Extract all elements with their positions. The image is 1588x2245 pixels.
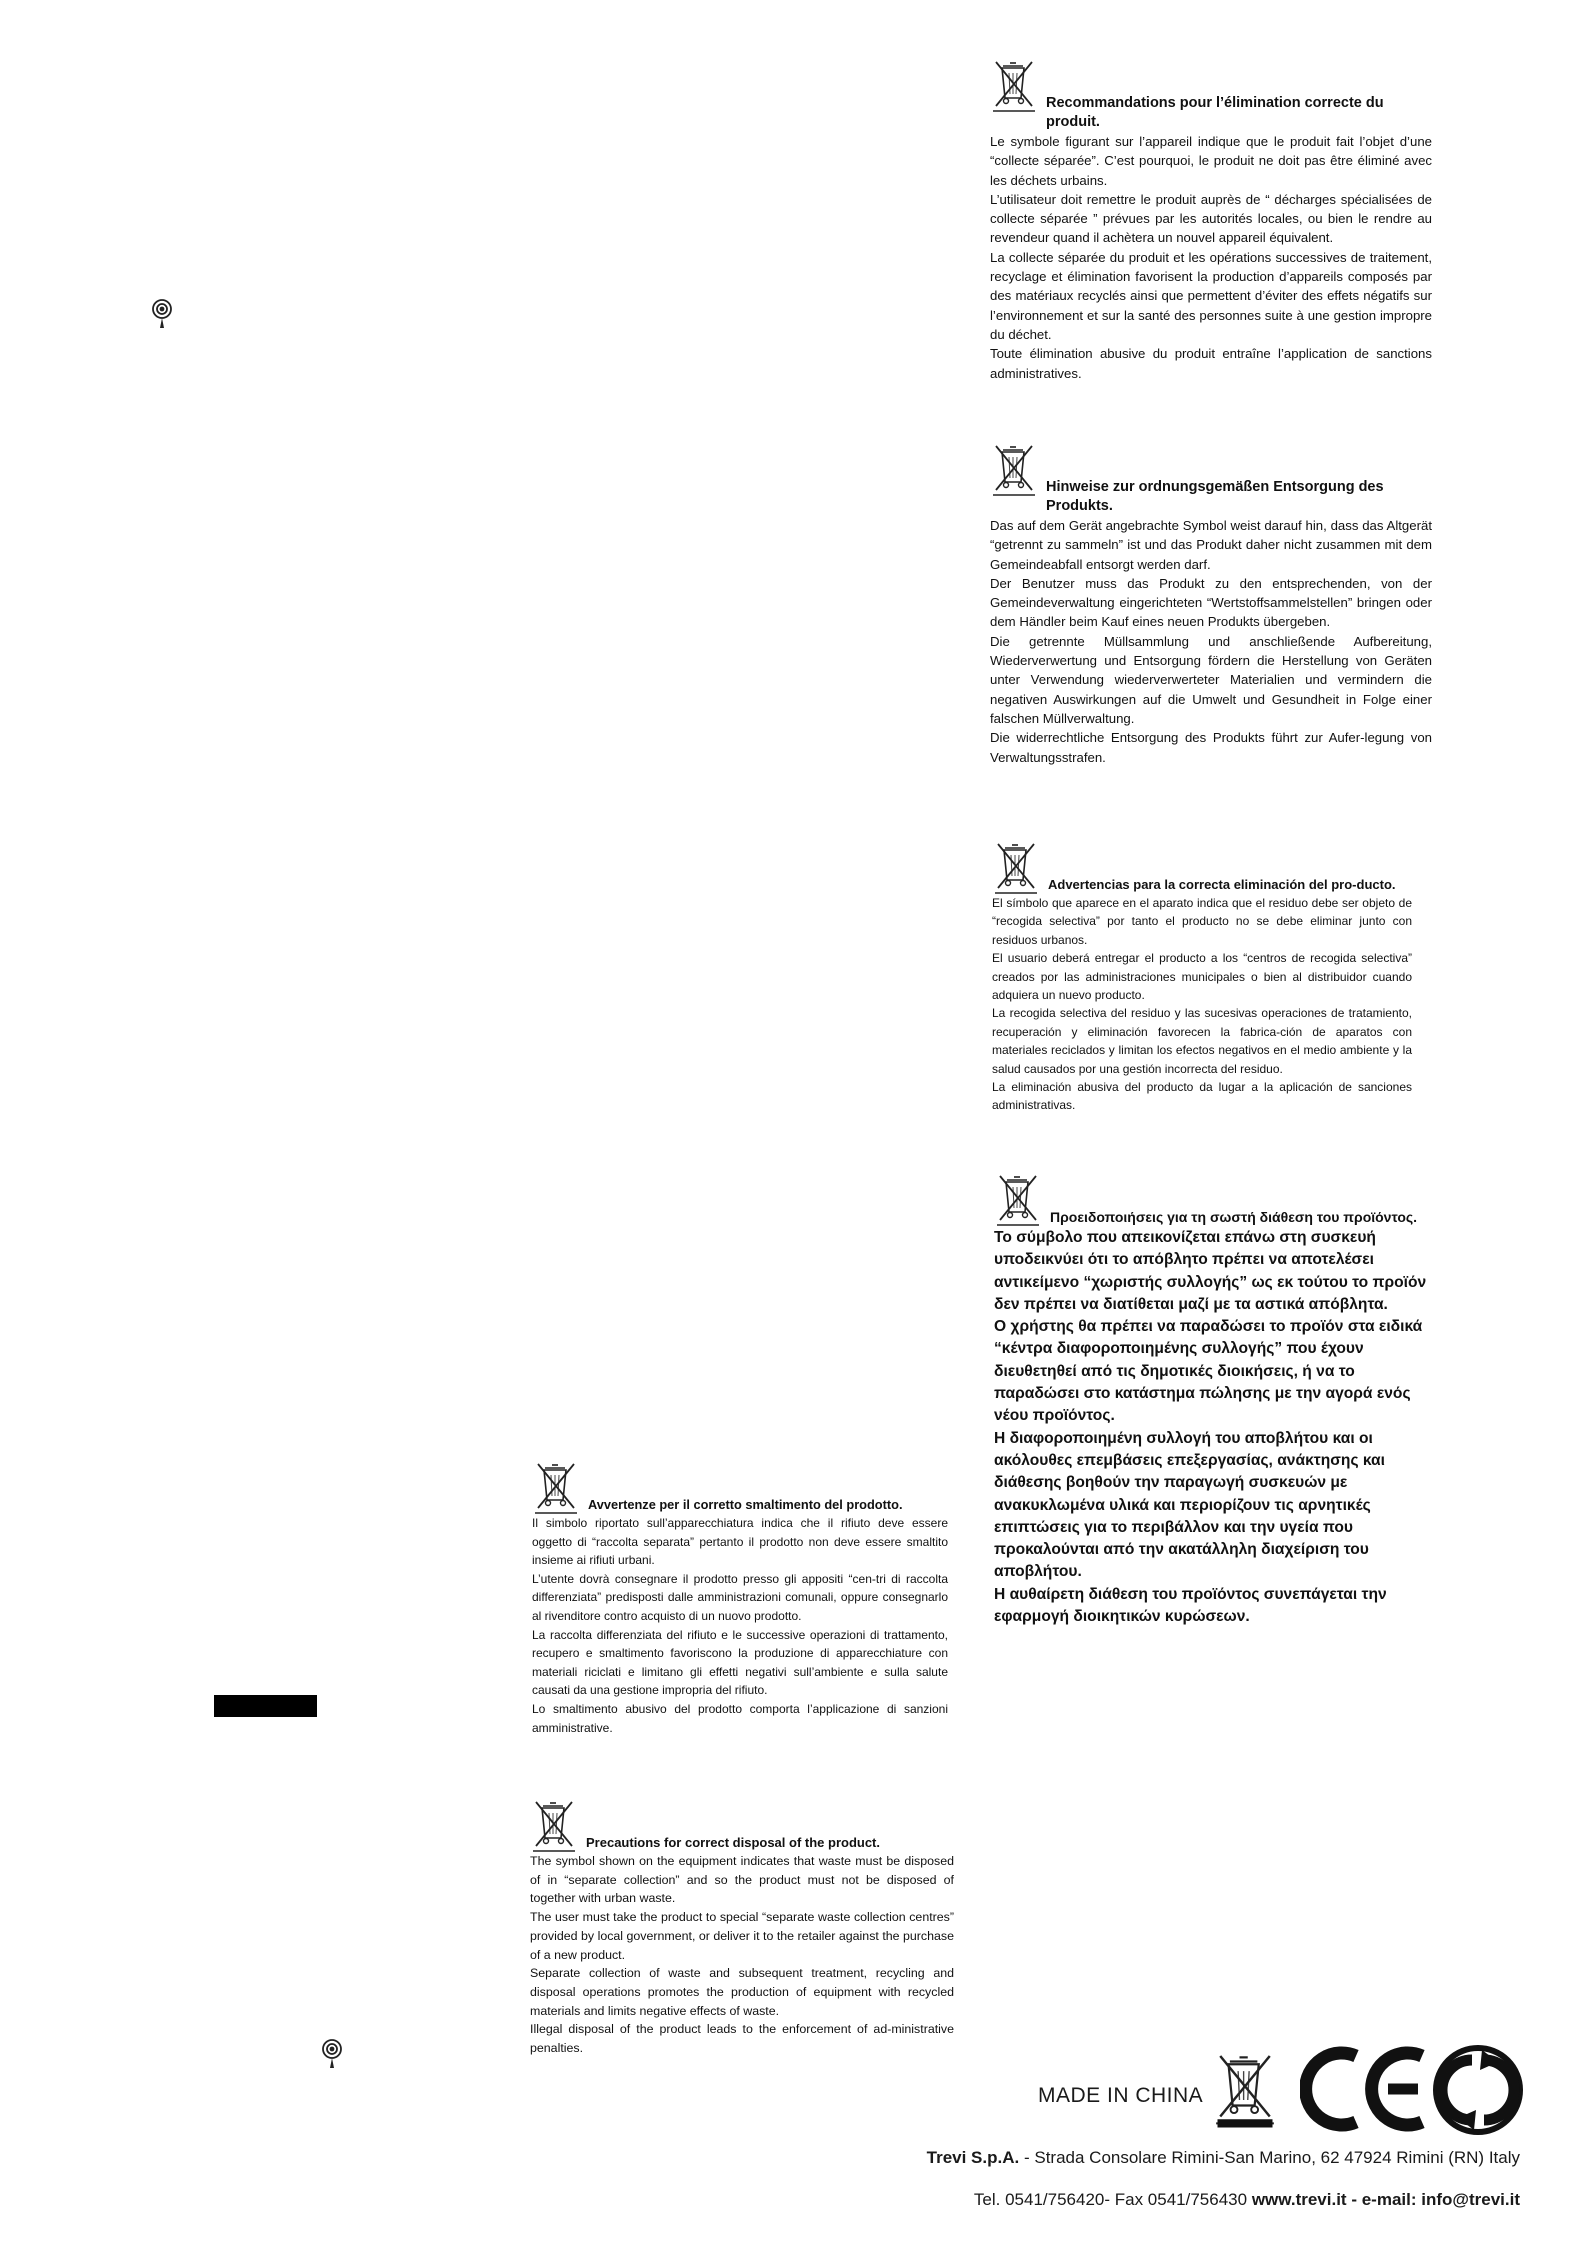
- paragraph: La eliminación abusiva del producto da lugar a la aplicación de sanciones administrativas.: [992, 1080, 1412, 1113]
- ce-mark-icon: [1300, 2046, 1430, 2132]
- section-body: [532, 1514, 948, 1737]
- section-spanish: [992, 840, 1412, 1115]
- section-title: Precautions for correct disposal of the product.: [586, 1835, 880, 1850]
- crossed-out-wheelie-bin-icon: [992, 840, 1040, 896]
- paragraph: El usuario deberá entregar el producto a los “centros de recogida selectiva” creados por las administraciones municipales o bien al distribuidor cuando adquiera un nuevo producto.: [992, 951, 1412, 1003]
- section-title: Hinweise zur ordnungsgemäßen Entsorgung des Produkts.: [1046, 479, 1384, 514]
- crossed-out-wheelie-bin-icon: [990, 58, 1038, 114]
- email-label: - e-mail:: [1351, 2190, 1417, 2209]
- paragraph: The user must take the product to special “separate waste collection centres” provided by local government, or deliver it to the retailer against the purchase of a new product.: [530, 1910, 954, 1962]
- paragraph: The symbol shown on the equipment indicates that waste must be disposed of in “separate collection” and so the product must not be disposed of together with urban waste.: [530, 1854, 954, 1906]
- section-french: [990, 58, 1432, 383]
- paragraph: Separate collection of waste and subsequent treatment, recycling and disposal operations promotes the production of equipment with recycled materials and limits negative effects of waste.: [530, 1966, 954, 2018]
- paragraph: El símbolo que aparece en el aparato indica que el residuo debe ser objeto de “recogida selectiva” por tanto el producto no se debe eliminar junto con residuos urbanos.: [992, 896, 1412, 947]
- paragraph: La raccolta differenziata del rifiuto e le successive operazioni di trattamento, recupero e smaltimento favoriscono la produzione di apparecchiature con materiali riciclati e limitano gli effetti negativi sull’ambiente e sulla salute causati da una gestione impropria del rifiuto.: [532, 1627, 948, 1698]
- crossed-out-wheelie-bin-icon: [530, 1798, 578, 1854]
- paragraph: Die widerrechtliche Entsorgung des Produkts führt zur Aufer-legung von Verwaltungsstrafen.: [990, 730, 1432, 765]
- wireless-signal-icon: [148, 296, 176, 330]
- paragraph: L’utente dovrà consegnare il prodotto presso gli appositi “cen-tri di raccolta differenziata” predisposti dalle amministrazioni comunali, oppure consegnarlo al rivenditore contro acquisto di un nuovo prodotto.: [532, 1571, 948, 1623]
- paragraph: L’utilisateur doit remettre le produit auprès de “ décharges spécialisées de collecte séparée ” prévues par les autorités locales, ou bien le rendre au revendeur quand il achètera un nouvel appareil équivalent.: [990, 191, 1432, 246]
- paragraph: Lo smaltimento abusivo del prodotto comporta l’applicazione di sanzioni amministrative.: [532, 1701, 948, 1735]
- paragraph: Ο χρήστης θα πρέπει να παραδώσει το προϊόν στα ειδικά “κέντρα διαφοροποιημένης συλλογής” που έχουν διευθετηθεί από τις δημοτικές διοικήσεις, ή να το παραδώσει στο κατάστημα πώλησης με την αγορά ενός νέου προϊόντος.: [994, 1318, 1423, 1425]
- crossed-out-wheelie-bin-icon: [994, 1172, 1042, 1228]
- green-dot-recycle-icon: [1432, 2044, 1524, 2136]
- made-in-label: MADE IN CHINA: [1038, 2084, 1204, 2107]
- phone-fax: Tel. 0541/756420- Fax 0541/756430: [973, 2190, 1248, 2209]
- paragraph: Il simbolo riportato sull’apparecchiatura indica che il rifiuto deve essere oggetto di “raccolta separata” pertanto il prodotto non deve essere smaltito insieme ai rifiuti urbani.: [532, 1516, 948, 1568]
- section-title: Advertencias para la correcta eliminación del pro-ducto.: [1048, 877, 1396, 892]
- section-body: [992, 894, 1412, 1115]
- website-link[interactable]: www.trevi.it: [1251, 2190, 1347, 2209]
- section-title: Recommandations pour l’élimination correcte du produit.: [1046, 95, 1384, 130]
- paragraph: Die getrennte Müllsammlung und anschließende Aufbereitung, Wiederverwertung und Entsorgung fördern die Herstellung von Geräten unter Verwendung wiederverwerteter Materialien und vermindern die negativen Auswirkungen auf die Umwelt und Gesundheit in Folge einer falschen Müllverwaltung.: [990, 633, 1432, 726]
- paragraph: Η διαφοροποιημένη συλλογή του αποβλήτου και οι ακόλουθες επεμβάσεις επεξεργασίας, ανάκτησης και διάθεσης βοηθούν την παραγωγή συσκευών με ανακυκλωμένα υλικά και περιορίζουν τις αρνητικές επιπτώσεις για το περιβάλλον και την υγεία που προκαλούνται από την ακατάλληλη διαχείριση του αποβλήτου.: [994, 1429, 1385, 1581]
- wireless-signal-icon: [318, 2036, 346, 2070]
- crossed-out-wheelie-bin-icon: [1212, 2050, 1278, 2128]
- paragraph: Das auf dem Gerät angebrachte Symbol weist darauf hin, dass das Altgerät “getrennt zu sammeln” ist und das Produkt daher nicht zusammen mit dem Gemeindeabfall entsorgt werden darf.: [990, 518, 1432, 572]
- paragraph: Illegal disposal of the product leads to the enforcement of ad-ministrative penalties.: [530, 2022, 954, 2056]
- section-body: [530, 1852, 954, 2058]
- company-address: [0, 2148, 1520, 2168]
- crossed-out-wheelie-bin-icon: [532, 1460, 580, 1516]
- redaction-bar: [214, 1695, 317, 1717]
- section-english: [530, 1798, 954, 2058]
- section-german: [990, 442, 1432, 767]
- crossed-out-wheelie-bin-icon: [990, 442, 1038, 498]
- paragraph: Toute élimination abusive du produit entraîne l’application de sanctions administratives.: [990, 346, 1432, 381]
- paragraph: Η αυθαίρετη διάθεση του προϊόντος συνεπάγεται την εφαρμογή διοικητικών κυρώσεων.: [994, 1585, 1387, 1626]
- section-body: [990, 516, 1432, 767]
- section-italian: [532, 1460, 948, 1737]
- section-body: [994, 1227, 1434, 1628]
- paragraph: La collecte séparée du produit et les opérations successives de traitement, recyclage et élimination favorisent la production d’appareils composés par des matériaux recyclés ainsi que permettent d’éviter des effets négatifs sur l’environnement et sur la santé des personnes suite à une gestion impropre du déchet.: [990, 249, 1432, 342]
- section-body: [990, 132, 1432, 383]
- paragraph: Το σύμβολο που απεικονίζεται επάνω στη συσκευή υποδεικνύει ότι το απόβλητο πρέπει να αποτελέσει αντικείμενο “χωριστής συλλογής” ως εκ τούτου το προϊόν δεν πρέπει να διατίθεται μαζί με τα αστικά απόβλητα.: [994, 1229, 1427, 1313]
- company-contacts: [0, 2190, 1520, 2210]
- address-text: - Strada Consolare Rimini-San Marino, 62 47924 Rimini (RN) Italy: [1023, 2148, 1520, 2167]
- section-title: Προειδοποιήσεις για τη σωστή διάθεση του προϊόντος.: [1050, 1209, 1418, 1225]
- paragraph: La recogida selectiva del residuo y las sucesivas operaciones de tratamiento, recuperación y eliminación favorecen la fabrica-ción de aparatos con materiales reciclados y limitan los efectos negativos en el medio ambiente y la salud causados por una gestión incorrecta del residuo.: [992, 1006, 1412, 1076]
- email-link[interactable]: info@trevi.it: [1421, 2190, 1520, 2209]
- section-greek: [994, 1172, 1434, 1628]
- paragraph: Der Benutzer muss das Produkt zu den entsprechenden, von der Gemeindeverwaltung eingerichteten “Wertstoffsammelstellen” bringen oder dem Händler beim Kauf eines neuen Produkts übergeben.: [990, 575, 1432, 630]
- paragraph: Le symbole figurant sur l’appareil indique que le produit fait l’objet d’une “collecte séparée”. C’est pourquoi, le produit ne doit pas être éliminé avec les déchets urbains.: [990, 134, 1432, 188]
- section-title: Avvertenze per il corretto smaltimento del prodotto.: [588, 1497, 903, 1512]
- company-name: Trevi S.p.A.: [926, 2148, 1020, 2167]
